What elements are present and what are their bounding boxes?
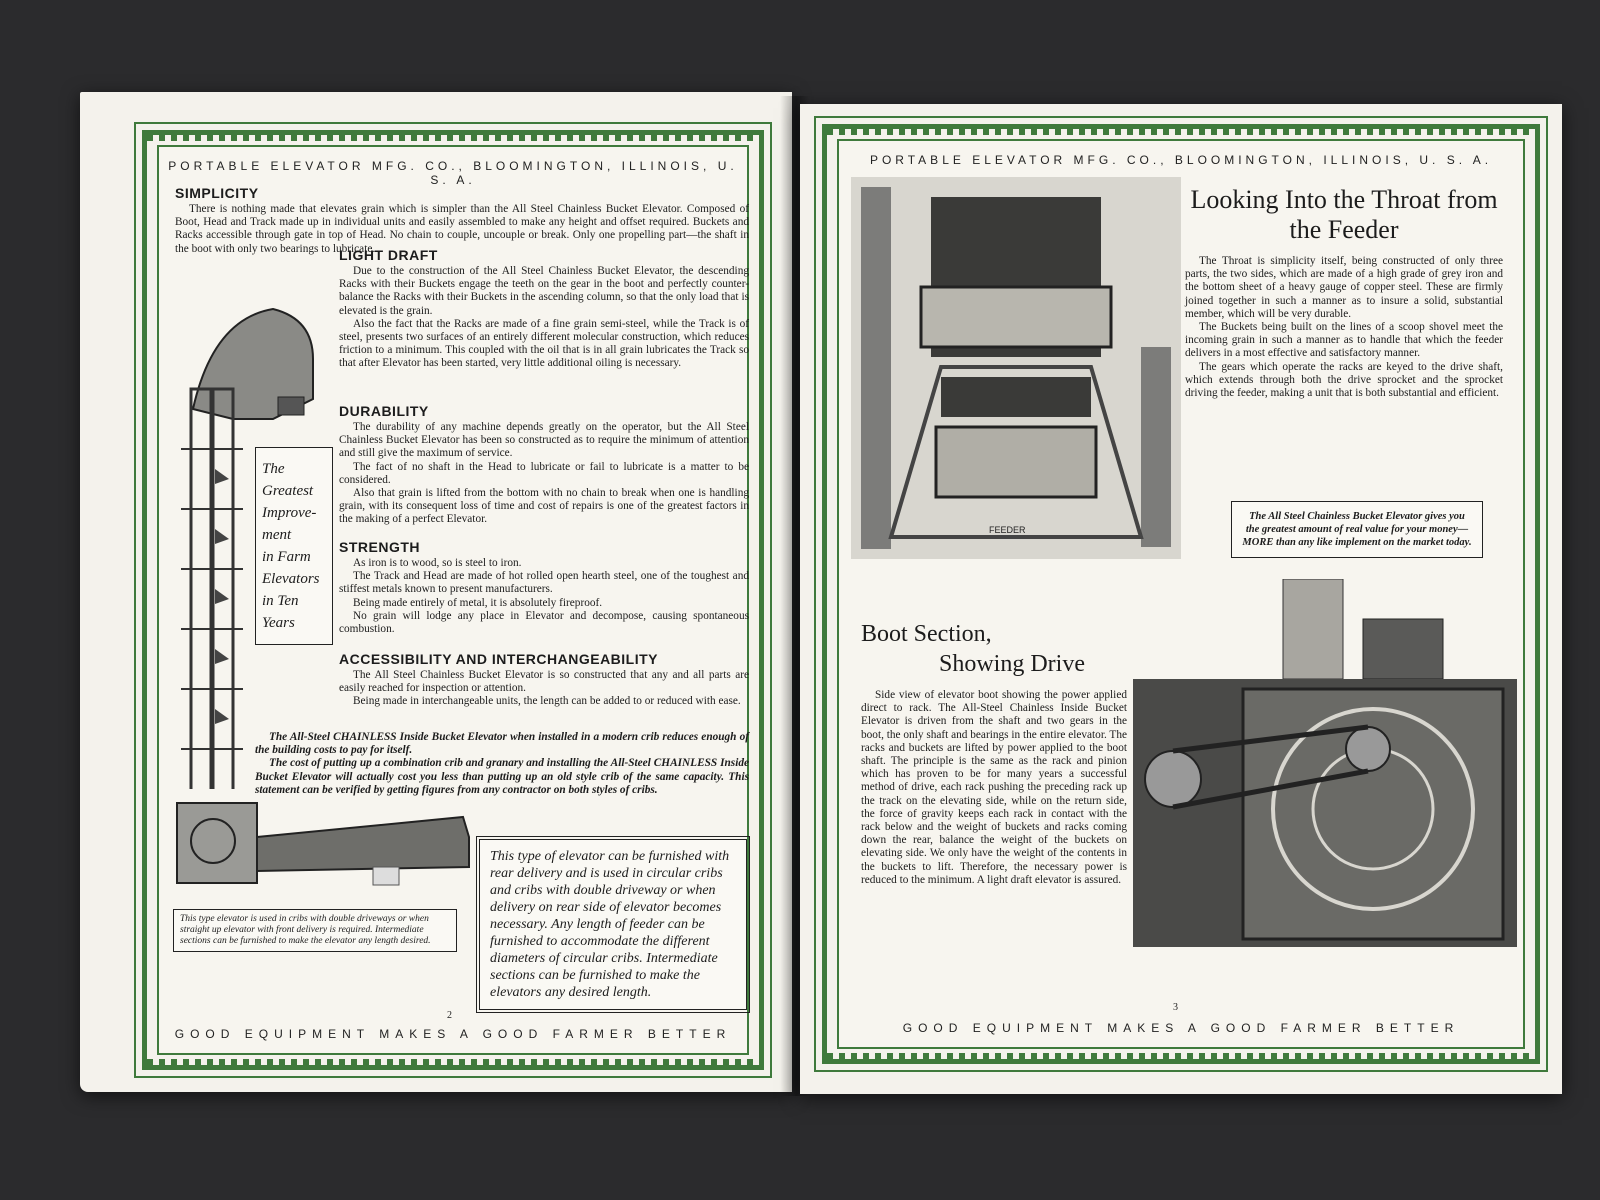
paragraph: As iron is to wood, so is steel to iron.: [353, 557, 522, 569]
rear-delivery-box: This type of elevator can be furnished with rear delivery and is used in circular cribs and cribs with double driveway or when delivery on rear side of elevator becomes necessary. Any length of feeder can be furnished to accommodate the different diameters of circular cribs. Intermediate sections can be furnished to make the elevators any desired length.: [479, 839, 747, 1010]
crib-notes: [255, 731, 749, 797]
page-number: 3: [1173, 1002, 1178, 1013]
section-heading: STRENGTH: [339, 539, 420, 555]
paragraph: Being made in interchangeable units, the length can be added to or reduced with ease.: [353, 695, 741, 708]
paragraph: The Track and Head are made of hot rolled open hearth steel, one of the toughest and stiffest metals known to present manufacturers.: [339, 570, 749, 596]
paragraph: The Buckets being built on the lines of a scoop shovel meet the incoming grain in such a manner as to handle that which the feeder delivers in a most effective and satisfactory manner.: [1185, 321, 1503, 360]
paragraph: The durability of any machine depends greatly on the operator, but the All Steel Chainless Bucket Elevator has been so constructed as to require the minimum of attention and still give the maximum of service.: [339, 421, 749, 460]
throat-section: [1185, 185, 1503, 400]
page-header: PORTABLE ELEVATOR MFG. CO., BLOOMINGTON, ILLINOIS, U. S. A.: [869, 153, 1493, 167]
paragraph: The gears which operate the racks are keyed to the drive shaft, which extends through both the drive sprocket and the sprocket driving the feeder, making a unit that is both substantial and efficient.: [1185, 360, 1503, 400]
section-heading: DURABILITY: [339, 403, 429, 419]
paragraph: Side view of elevator boot showing the power applied direct to rack. The All-Steel Chainless Inside Bucket Elevator is driven from the shaft and two gears in the boot, the only shaft and bearings in the entire elevator. The racks and buckets are lifted by power applied to the boot shaft. The principle is the same as the rack and pinion which has proven to be for many years a successful method of drive, each rack pushing the preceding rack up the track on the elevating side, while on the return side, the force of gravity keeps each rack in contact with the rack below and the weight of buckets and racks coming down the rear, balance the weight of the buckets on elevating side. We only have the weight of the contents in the buckets to lift. Therefore, the necessary power is reduced to the minimum. A light draft elevator is assured.: [861, 689, 1127, 886]
page-footer: GOOD EQUIPMENT MAKES A GOOD FARMER BETTER: [902, 1021, 1460, 1035]
caption-box: This type elevator is used in cribs with double driveways or when straight up elevator with front delivery is required. Intermediate sections can be furnished to make the elevator any length desired.: [173, 909, 457, 952]
page-footer: GOOD EQUIPMENT MAKES A GOOD FARMER BETTER: [174, 1027, 732, 1041]
boot-feeder-illustration: [173, 797, 473, 887]
page-header: PORTABLE ELEVATOR MFG. CO., BLOOMINGTON, ILLINOIS, U. S. A.: [168, 159, 738, 187]
feeder-drawing: [173, 797, 473, 887]
note-paragraph: The All-Steel CHAINLESS Inside Bucket Elevator when installed in a modern crib reduces enough of the building costs to pay for itself.: [255, 731, 749, 757]
note-paragraph: The cost of putting up a combination crib and granary and installing the All-Steel CHAINLESS Inside Bucket Elevator will actually cost you less than putting up an old style crib of the same capacity. This statement can be verified by getting figures from any contractor on both styles of cribs.: [255, 757, 749, 796]
paragraph: The Throat is simplicity itself, being constructed of only three parts, the two sides, which are made of a high grade of grey iron and the bottom sheet of a heavy gauge of copper steel. These are firmly joined together in such a manner as to insure a solid, substantial member, which will be very durable.: [1185, 255, 1503, 320]
boot-title: Boot Section, Showing Drive: [861, 621, 1085, 677]
paragraph: The fact of no shaft in the Head to lubricate or fail to lubricate is a matter to be considered.: [339, 460, 749, 486]
section-heading: LIGHT DRAFT: [339, 247, 438, 263]
left-page: [80, 92, 792, 1092]
boot-drive-photo: [1133, 579, 1517, 947]
section-strength: [339, 539, 749, 636]
paragraph: Also the fact that the Racks are made of a fine grain semi-steel, while the Track is of steel, presents two surfaces of an entirely different molecular construction, which reduces friction to a minimum. This coupled with the oil that is in all grain lubricates the Track so that after Elevator has been started, very little additional oiling is necessary.: [339, 317, 749, 370]
page-number: 2: [447, 1010, 452, 1021]
right-page-border: [822, 124, 1540, 1064]
throat-title: Looking Into the Throat from the Feeder: [1190, 185, 1498, 244]
value-box: The All Steel Chainless Bucket Elevator gives you the greatest amount of real value for your money—MORE than any like implement on the market today.: [1231, 501, 1483, 558]
paragraph: Also that grain is lifted from the bottom with no chain to break when one is handling grain, with its consequent loss of time and cost of repairs is one of the greatest factors in the making of a perfect Elevator.: [339, 487, 749, 526]
throat-drawing: [851, 177, 1181, 559]
paragraph: There is nothing made that elevates grain which is simpler than the All Steel Chainless Bucket Elevator. Composed of Boot, Head and Track made up in individual units and easily assembled to make any height and offset required. Buckets and Racks accessible through gate in top of Head. No chain to couple, uncouple or break. Only one propelling part—the shaft in the boot with only two bearings to lubricate.: [175, 203, 749, 255]
paragraph: Being made entirely of metal, it is absolutely fireproof.: [353, 596, 603, 609]
section-accessibility: [339, 651, 749, 709]
boot-drive-drawing: [1133, 579, 1517, 947]
boot-section-text: [861, 689, 1127, 887]
section-durability: [339, 403, 749, 527]
section-simplicity: [175, 185, 749, 256]
throat-photo: [851, 177, 1181, 559]
section-heading: ACCESSIBILITY AND INTERCHANGEABILITY: [339, 651, 659, 667]
section-light-draft: [339, 247, 749, 371]
left-page-border: [142, 130, 764, 1070]
greatest-improvement-box: The Greatest Improve- ment in Farm Elevators in Ten Years: [255, 447, 333, 645]
paragraph: The All Steel Chainless Bucket Elevator is so constructed that any and all parts are easily reached for inspection or attention.: [339, 669, 749, 695]
paragraph: Due to the construction of the All Steel Chainless Bucket Elevator, the descending Racks with their Buckets engage the teeth on the gear in the boot and perfectly counter-balance the Racks with their Buckets in the ascending column, so that the only load that is elevated is the grain.: [339, 265, 749, 317]
section-heading: SIMPLICITY: [175, 185, 259, 201]
right-page: [800, 104, 1562, 1094]
feeder-label: FEEDER: [989, 525, 1026, 535]
paragraph: No grain will lodge any place in Elevator and decompose, causing spontaneous combustion.: [339, 609, 749, 636]
